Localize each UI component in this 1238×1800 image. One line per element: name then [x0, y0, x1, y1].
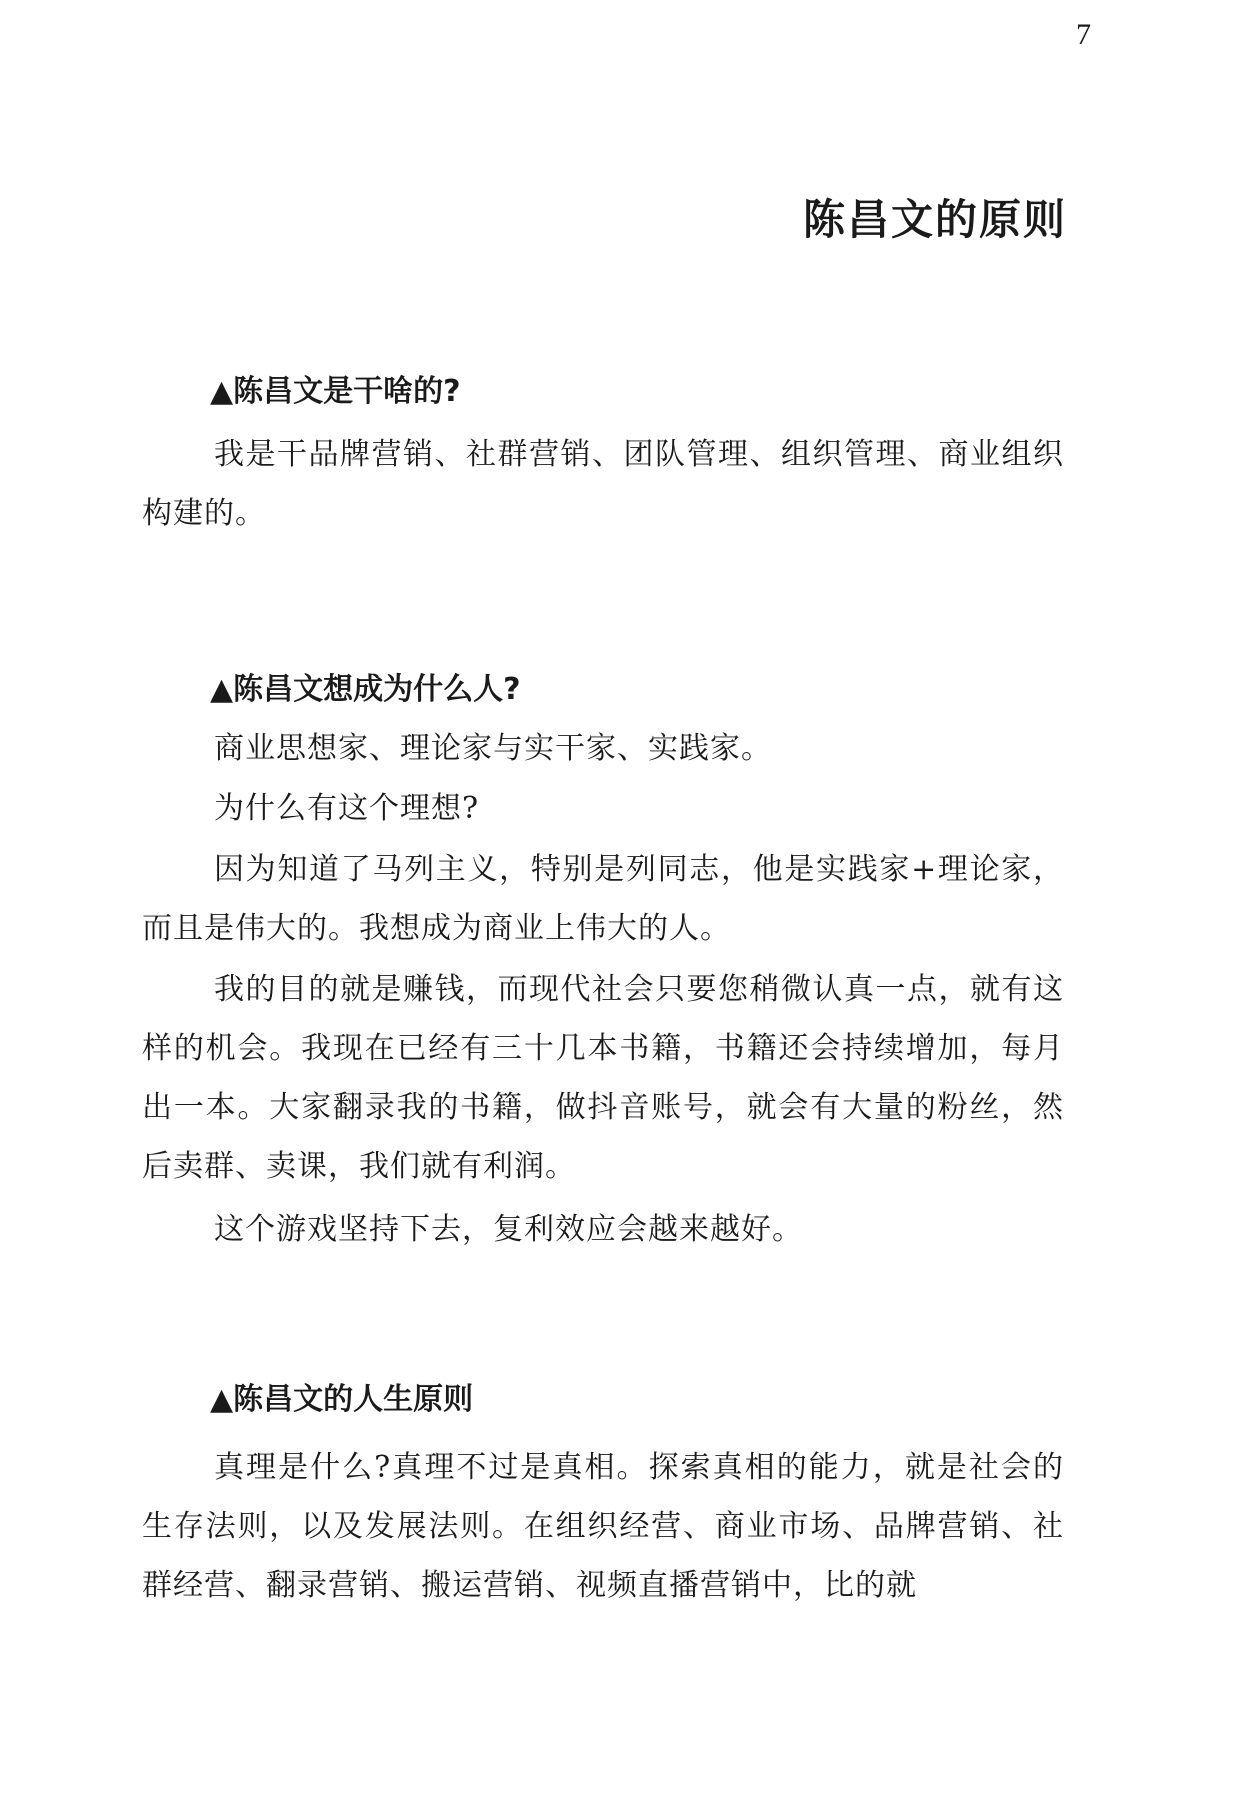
paragraph: 这个游戏坚持下去，复利效应会越来越好。	[214, 1212, 803, 1247]
paragraph: 我是干品牌营销、社群营销、团队管理、组织管理、商业组织构建的。	[142, 437, 1064, 531]
section-heading-3: ▲陈昌文的人生原则	[210, 1382, 474, 1417]
paragraph: 为什么有这个理想?	[214, 791, 480, 826]
section-heading-1: ▲陈昌文是干啥的?	[210, 374, 461, 409]
section-heading-2: ▲陈昌文想成为什么人?	[210, 672, 521, 707]
paragraph: 真理是什么?真理不过是真相。探索真相的能力，就是社会的生存法则，以及发展法则。在组织经营、商业市场、品牌营销、社群经营、翻录营销、搬运营销、视频直播营销中，比的就	[142, 1450, 1064, 1603]
paragraph: 商业思想家、理论家与实干家、实践家。	[214, 731, 772, 766]
paragraph: 因为知道了马列主义，特别是列同志，他是实践家+理论家，而且是伟大的。我想成为商业上伟大的人。	[142, 852, 1064, 946]
paragraph: 我的目的就是赚钱，而现代社会只要您稍微认真一点，就有这样的机会。我现在已经有三十几本书籍，书籍还会持续增加，每月出一本。大家翻录我的书籍，做抖音账号，就会有大量的粉丝，然后卖群、卖课，我们就有利润。	[142, 972, 1064, 1184]
page-number: 7	[1076, 18, 1091, 51]
chapter-title: 陈昌文的原则	[802, 195, 1067, 244]
